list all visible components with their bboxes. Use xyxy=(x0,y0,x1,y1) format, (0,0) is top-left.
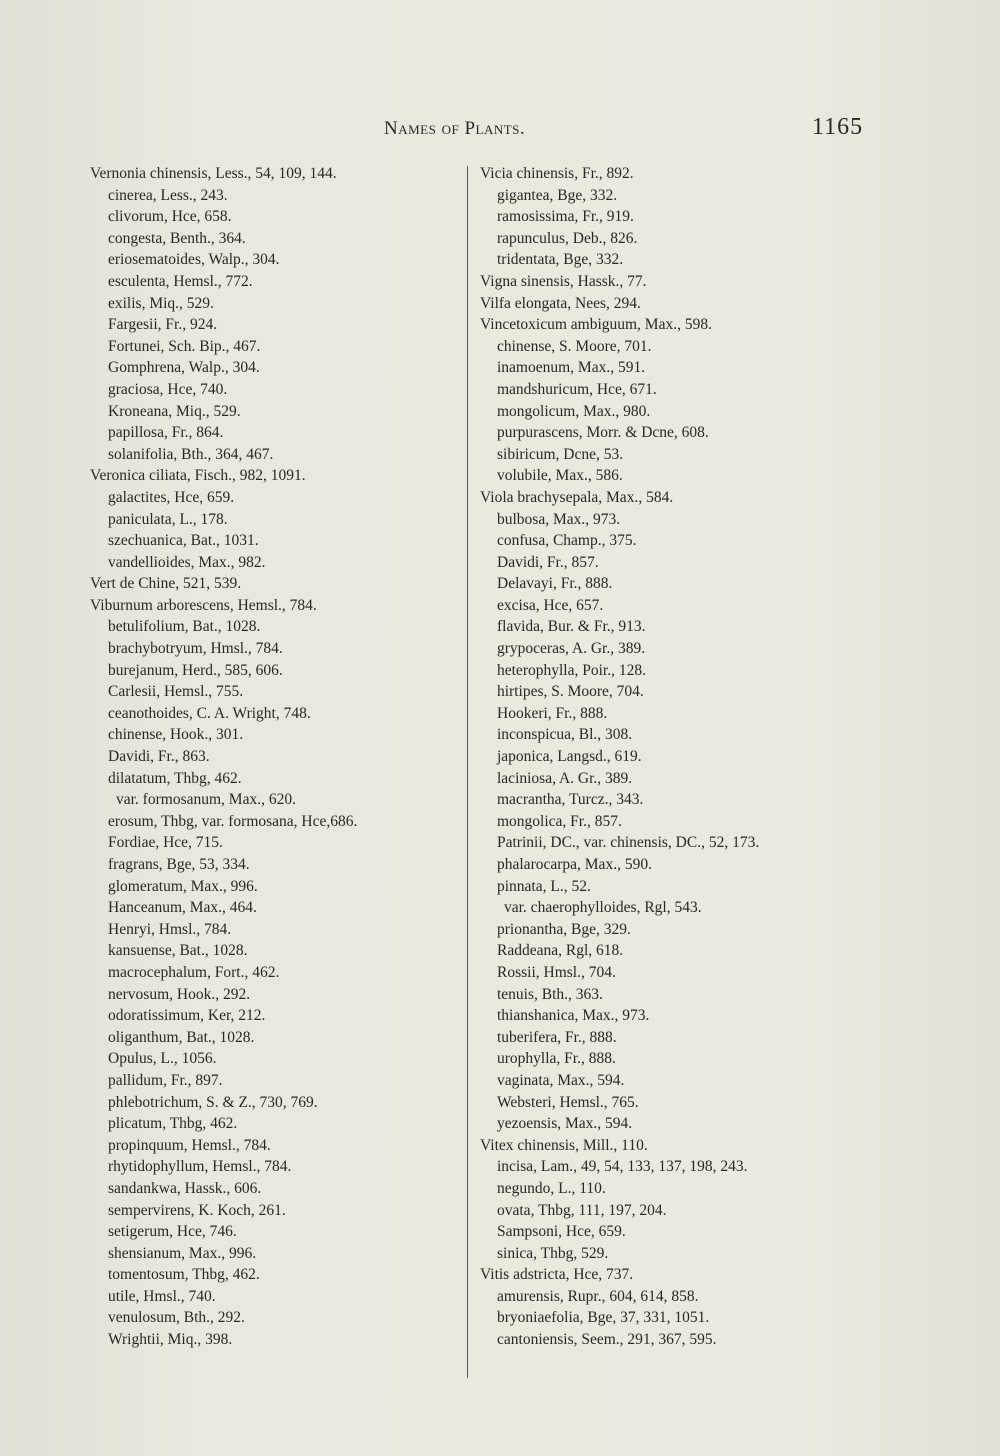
index-entry: tridentata, Bge, 332. xyxy=(497,251,624,269)
index-entry: mandshuricum, Hce, 671. xyxy=(497,380,657,398)
index-entry: vandellioides, Max., 982. xyxy=(108,553,266,571)
index-entry: sempervirens, K. Koch, 261. xyxy=(108,1201,286,1219)
index-entry: papillosa, Fr., 864. xyxy=(108,424,224,442)
index-entry: inconspicua, Bl., 308. xyxy=(497,726,633,744)
index-entry: cantoniensis, Seem., 291, 367, 595. xyxy=(497,1331,717,1349)
index-entry: exilis, Miq., 529. xyxy=(108,294,214,312)
index-entry: Kroneana, Miq., 529. xyxy=(108,402,241,420)
index-entry: oliganthum, Bat., 1028. xyxy=(108,1028,255,1046)
index-entry: Vicia chinensis, Fr., 892. xyxy=(480,165,634,182)
index-entry: macrocephalum, Fort., 462. xyxy=(108,963,280,981)
index-entry: amurensis, Rupr., 604, 614, 858. xyxy=(497,1287,699,1305)
index-entry: macrantha, Turcz., 343. xyxy=(497,791,644,809)
index-entry: galactites, Hce, 659. xyxy=(108,488,235,506)
index-entry: cinerea, Less., 243. xyxy=(108,186,228,204)
index-column-right xyxy=(480,163,840,1351)
index-column-left xyxy=(90,163,470,1351)
index-entry: gigantea, Bge, 332. xyxy=(497,186,618,204)
index-entry: Sampsoni, Hce, 659. xyxy=(497,1223,626,1241)
index-entry: Rossii, Hmsl., 704. xyxy=(497,963,616,981)
index-entry: Fordiae, Hce, 715. xyxy=(108,834,223,852)
index-entry: inamoenum, Max., 591. xyxy=(497,359,646,377)
index-entry: chinense, S. Moore, 701. xyxy=(497,337,652,355)
index-entry: graciosa, Hce, 740. xyxy=(108,380,228,398)
index-entry: sinica, Thbg, 529. xyxy=(497,1244,609,1262)
index-entry: urophylla, Fr., 888. xyxy=(497,1050,616,1068)
index-entry: paniculata, L., 178. xyxy=(108,510,228,528)
index-entry: Vert de Chine, 521, 539. xyxy=(90,575,242,593)
index-entry: volubile, Max., 586. xyxy=(497,467,623,485)
index-entry: yezoensis, Max., 594. xyxy=(497,1115,633,1133)
index-entry: sibiricum, Dcne, 53. xyxy=(497,445,624,463)
index-entry: erosum, Thbg, var. formosana, Hce,686. xyxy=(108,812,358,830)
index-entry: rapunculus, Deb., 826. xyxy=(497,229,638,247)
index-entry: Henryi, Hmsl., 784. xyxy=(108,920,232,938)
index-entry: Vitis adstricta, Hce, 737. xyxy=(480,1266,634,1284)
index-entry: japonica, Langsd., 619. xyxy=(497,748,642,766)
index-entry: vaginata, Max., 594. xyxy=(497,1071,625,1089)
index-entry: Viburnum arborescens, Hemsl., 784. xyxy=(90,596,317,614)
index-entry: Carlesii, Hemsl., 755. xyxy=(108,683,244,701)
index-entry: solanifolia, Bth., 364, 467. xyxy=(108,445,274,463)
index-entry: Fargesii, Fr., 924. xyxy=(108,316,218,334)
index-entry: hirtipes, S. Moore, 704. xyxy=(497,683,644,701)
index-entry: tuberifera, Fr., 888. xyxy=(497,1028,617,1046)
index-entry: brachybotryum, Hmsl., 784. xyxy=(108,640,283,658)
index-entry: Hookeri, Fr., 888. xyxy=(497,704,608,722)
index-entry: Veronica ciliata, Fisch., 982, 1091. xyxy=(90,467,306,485)
index-entry: Delavayi, Fr., 888. xyxy=(497,575,613,593)
index-entry: purpurascens, Morr. & Dcne, 608. xyxy=(497,424,709,442)
page-number: 1165 xyxy=(812,114,864,140)
index-entry: ceanothoides, C. A. Wright, 748. xyxy=(108,704,311,722)
index-entry: laciniosa, A. Gr., 389. xyxy=(497,769,633,787)
index-entry: var. chaerophylloides, Rgl, 543. xyxy=(504,899,702,917)
index-entry: sandankwa, Hassk., 606. xyxy=(108,1179,262,1197)
index-entry: shensianum, Max., 996. xyxy=(108,1244,257,1262)
index-entry: Vigna sinensis, Hassk., 77. xyxy=(480,272,647,290)
index-entry: heterophylla, Poir., 128. xyxy=(497,661,646,679)
column-divider xyxy=(467,166,468,1378)
index-entry: Hanceanum, Max., 464. xyxy=(108,899,257,917)
index-entry: excisa, Hce, 657. xyxy=(497,596,604,614)
index-entry: Websteri, Hemsl., 765. xyxy=(497,1093,639,1111)
index-entry: fragrans, Bge, 53, 334. xyxy=(108,856,250,873)
index-entry: tenuis, Bth., 363. xyxy=(497,985,603,1003)
index-entry: thianshanica, Max., 973. xyxy=(497,1007,650,1025)
running-title: Names of Plants. xyxy=(384,118,526,139)
index-entry: venulosum, Bth., 292. xyxy=(108,1309,245,1327)
index-entry: Viola brachysepala, Max., 584. xyxy=(480,488,674,506)
index-entry: Vilfa elongata, Nees, 294. xyxy=(480,294,641,312)
index-entry: ramosissima, Fr., 919. xyxy=(497,208,634,226)
index-entry: Patrinii, DC., var. chinensis, DC., 52, 173. xyxy=(497,834,760,852)
page-header xyxy=(0,114,1000,148)
index-entry: Davidi, Fr., 863. xyxy=(108,748,210,766)
index-entry: szechuanica, Bat., 1031. xyxy=(108,532,259,550)
index-entry: phalarocarpa, Max., 590. xyxy=(497,856,652,873)
index-entry: odoratissimum, Ker, 212. xyxy=(108,1007,266,1025)
index-entry: prionantha, Bge, 329. xyxy=(497,920,631,938)
index-entry: nervosum, Hook., 292. xyxy=(108,985,251,1003)
index-entry: Vincetoxicum ambiguum, Max., 598. xyxy=(480,316,712,334)
index-entry: chinense, Hook., 301. xyxy=(108,726,244,744)
index-entry: Fortunei, Sch. Bip., 467. xyxy=(108,337,261,355)
index-entry: propinquum, Hemsl., 784. xyxy=(108,1136,271,1154)
index-entry: burejanum, Herd., 585, 606. xyxy=(108,661,283,679)
index-entry: flavida, Bur. & Fr., 913. xyxy=(497,618,646,636)
index-entry: eriosematoides, Walp., 304. xyxy=(108,251,280,269)
index-entry: ovata, Thbg, 111, 197, 204. xyxy=(497,1201,667,1219)
index-entry: grypoceras, A. Gr., 389. xyxy=(497,640,646,658)
index-entry: rhytidophyllum, Hemsl., 784. xyxy=(108,1158,292,1176)
index-entry: clivorum, Hce, 658. xyxy=(108,208,232,226)
index-entry: dilatatum, Thbg, 462. xyxy=(108,769,242,787)
index-entry: betulifolium, Bat., 1028. xyxy=(108,618,261,636)
index-entry: glomeratum, Max., 996. xyxy=(108,877,258,895)
index-entry: Davidi, Fr., 857. xyxy=(497,553,599,571)
index-entry: Opulus, L., 1056. xyxy=(108,1050,217,1068)
index-entry: mongolica, Fr., 857. xyxy=(497,812,622,830)
index-entry: plicatum, Thbg, 462. xyxy=(108,1115,238,1133)
index-entry: Gomphrena, Walp., 304. xyxy=(108,359,260,377)
index-entry: Vitex chinensis, Mill., 110. xyxy=(480,1136,648,1154)
index-entry: negundo, L., 110. xyxy=(497,1179,606,1197)
index-entry: congesta, Benth., 364. xyxy=(108,229,246,247)
index-entry: pallidum, Fr., 897. xyxy=(108,1071,223,1089)
index-entry: Wrightii, Miq., 398. xyxy=(108,1331,233,1349)
index-entry: Vernonia chinensis, Less., 54, 109, 144. xyxy=(90,165,337,182)
index-entry: tomentosum, Thbg, 462. xyxy=(108,1266,260,1284)
index-entry: setigerum, Hce, 746. xyxy=(108,1223,237,1241)
index-entry: kansuense, Bat., 1028. xyxy=(108,942,248,960)
index-entry: mongolicum, Max., 980. xyxy=(497,402,651,420)
index-entry: bryoniaefolia, Bge, 37, 331, 1051. xyxy=(497,1309,710,1327)
index-entry: pinnata, L., 52. xyxy=(497,877,591,895)
index-entry: utile, Hmsl., 740. xyxy=(108,1287,216,1305)
index-entry: Raddeana, Rgl, 618. xyxy=(497,942,624,960)
index-entry: confusa, Champ., 375. xyxy=(497,532,637,550)
index-entry: phlebotrichum, S. & Z., 730, 769. xyxy=(108,1093,318,1111)
index-entry: bulbosa, Max., 973. xyxy=(497,510,621,528)
index-entry: esculenta, Hemsl., 772. xyxy=(108,272,253,290)
index-entry: var. formosanum, Max., 620. xyxy=(116,791,296,809)
index-entry: incisa, Lam., 49, 54, 133, 137, 198, 243. xyxy=(497,1158,748,1176)
